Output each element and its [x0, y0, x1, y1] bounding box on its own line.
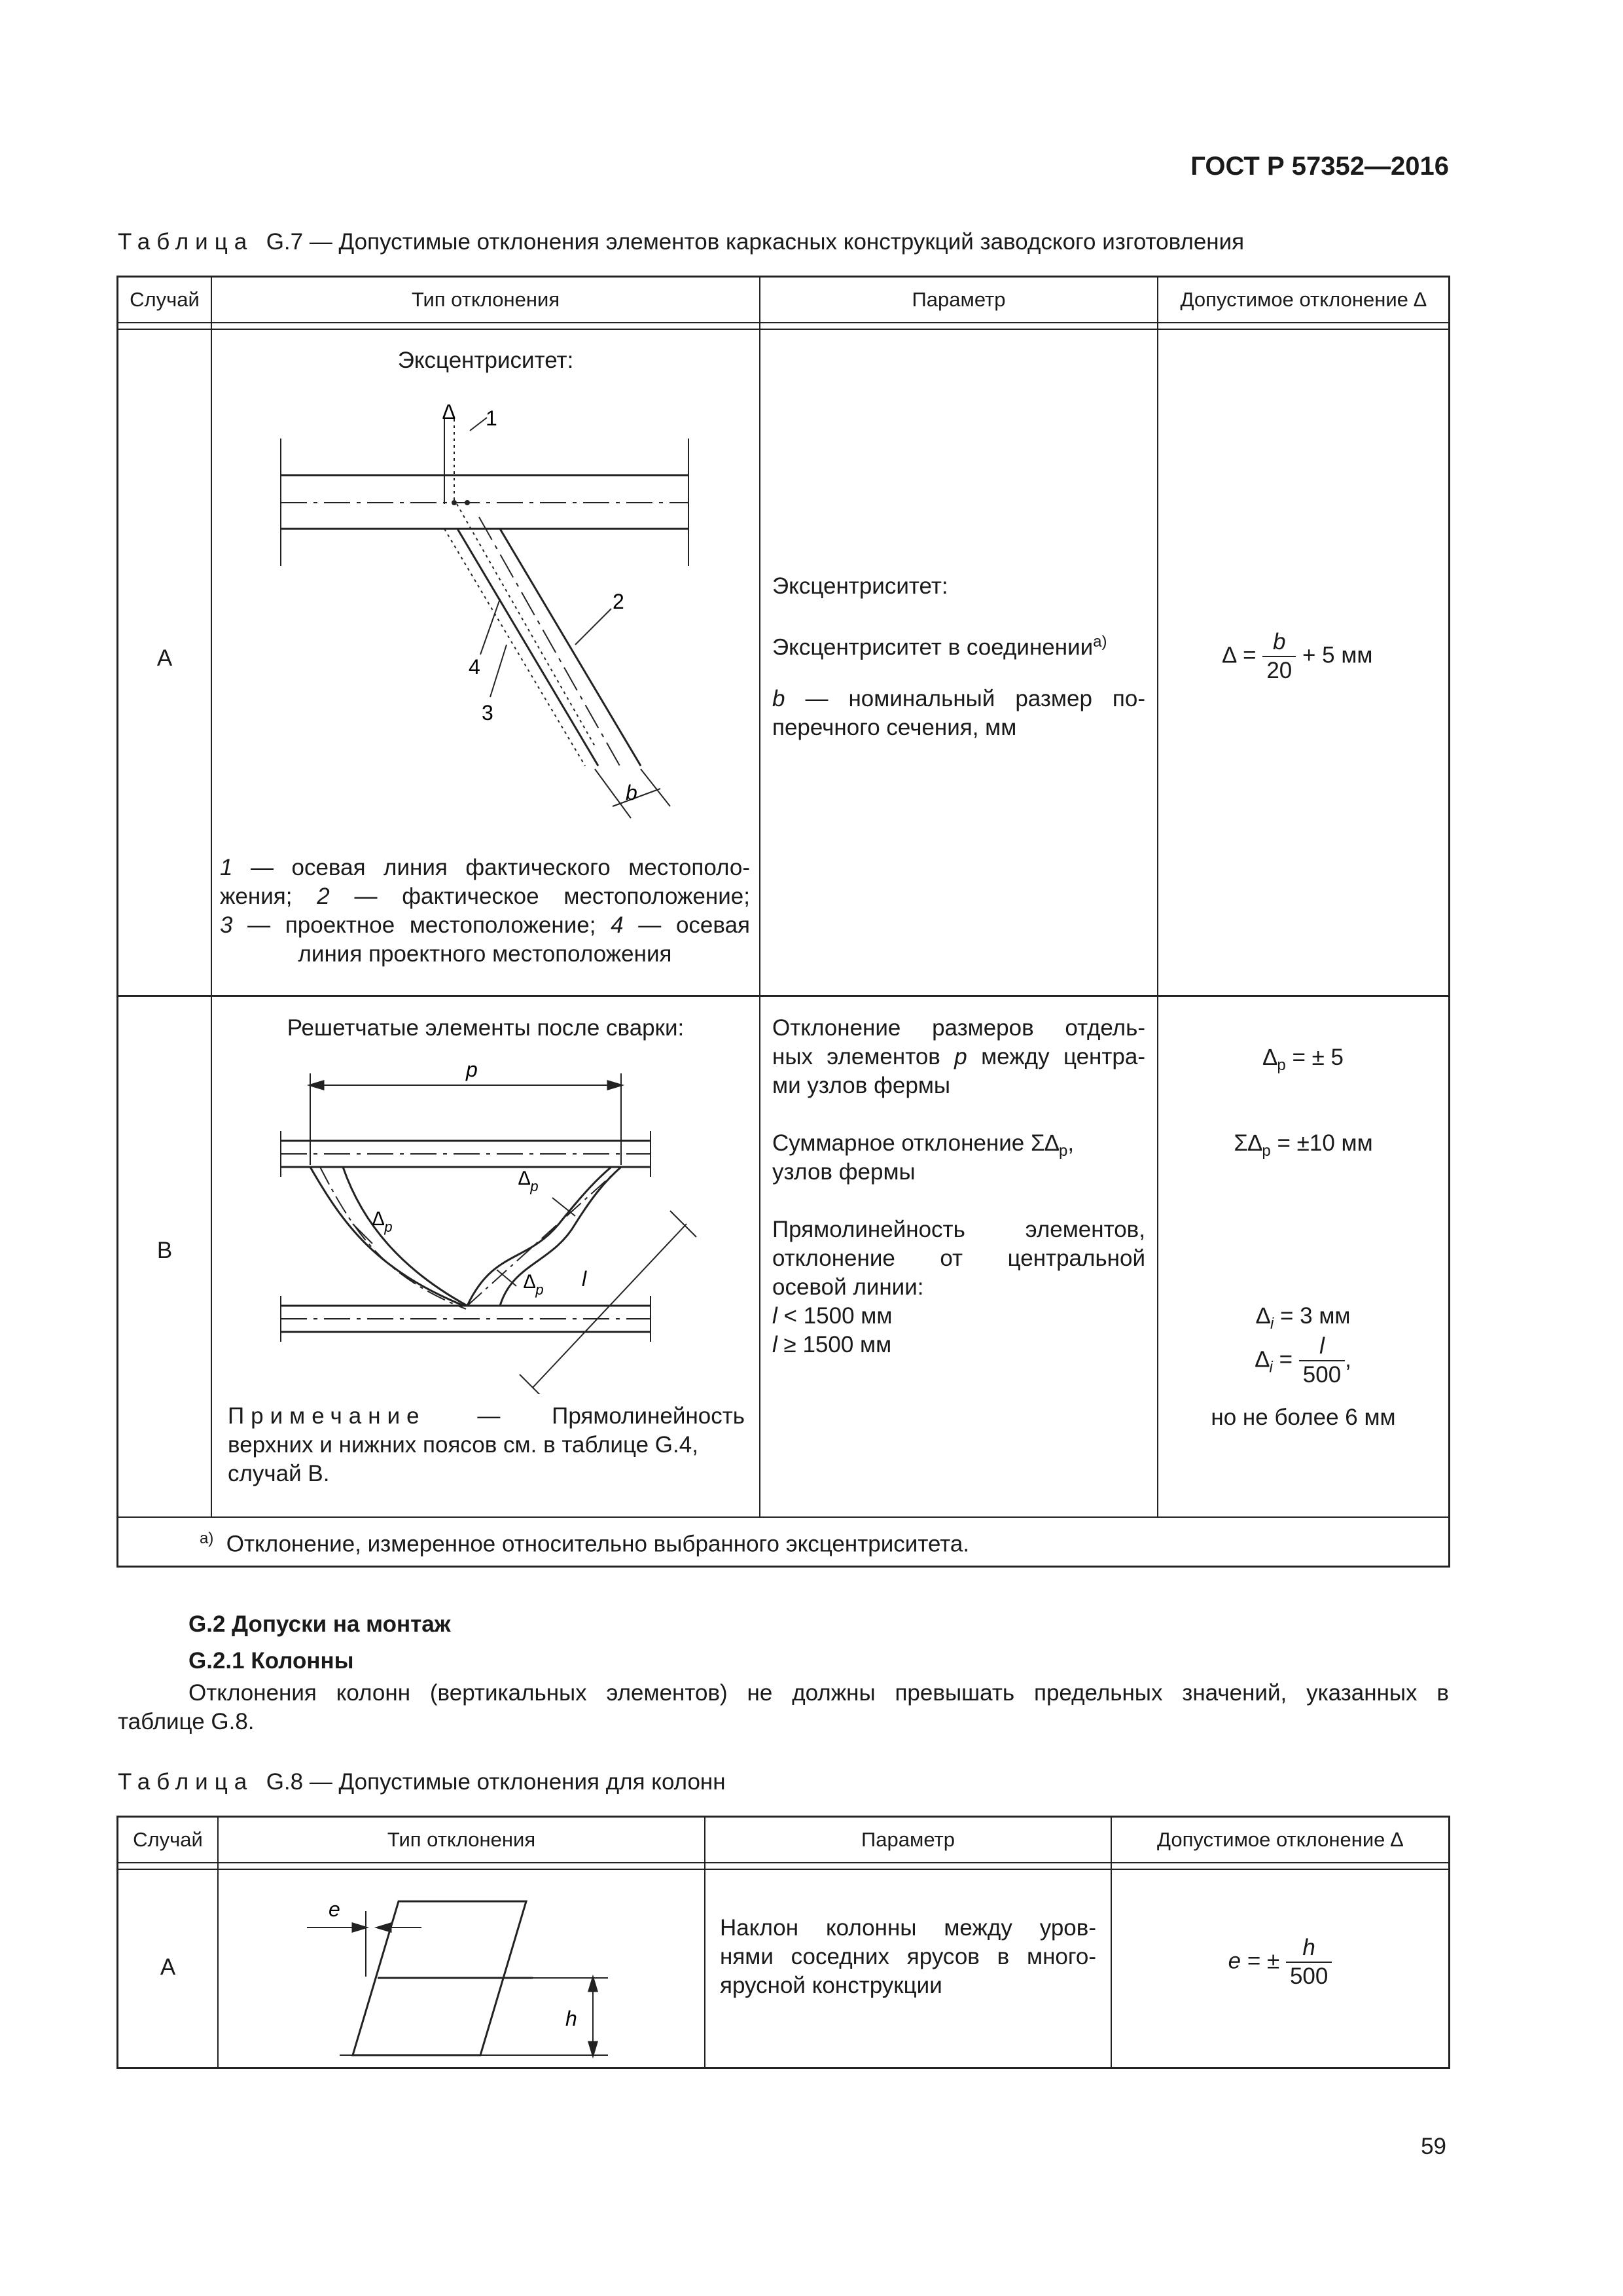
row-a-param-3: b — номинальный размер по-	[772, 686, 1145, 711]
row-a-param-1: Эксцентриситет:	[772, 573, 948, 599]
column-tilt-figure	[219, 1878, 704, 2062]
row-b-tol-1: $\Delta_p$ = ± 5	[1262, 1045, 1344, 1074]
row-a-param-2: Эксцентриситет в соединении$^{a)}$	[772, 633, 1107, 660]
g8-header-type: Тип отклонения	[387, 1828, 536, 1851]
row-b-param-1a: Отклонение размеров отдель-	[772, 1015, 1145, 1041]
g8-header-case: Случай	[133, 1828, 203, 1851]
caption-word: Таблица	[118, 229, 254, 255]
row-b-param-2b: узлов фермы	[772, 1159, 916, 1185]
row-b-param-1b: ных элементов p между центра-	[772, 1044, 1146, 1069]
e-label: e	[329, 1897, 340, 1921]
header-parameter: Параметр	[912, 288, 1006, 311]
table-g7-caption	[118, 229, 1244, 255]
p-label: p	[466, 1058, 478, 1081]
l-label: l	[582, 1267, 587, 1291]
delta-label: ∆	[442, 400, 455, 423]
g8-param-line-1: Наклон колонны между уров-	[720, 1915, 1096, 1941]
row-b-param-3d: l < 1500 мм	[772, 1303, 893, 1329]
row-a-param-3b: перечного сечения, мм	[772, 715, 1017, 740]
row-a-tolerance: ∆ = $\frac{b}{20}$ + 5 мм	[1222, 629, 1373, 683]
row-b-case: В	[156, 1238, 173, 1263]
g8-param-line-2: нями соседних ярусов в много-	[720, 1944, 1096, 1969]
h-label: h	[565, 2007, 577, 2030]
row-b-param-3c: осевой линии:	[772, 1274, 924, 1300]
row-b-tol-2: $\Sigma\Delta_p = \pm 10$ мм	[1234, 1130, 1373, 1160]
section-g21-heading: G.2.1 Колонны	[188, 1648, 354, 1674]
standard-header: ГОСТ Р 57352—2016	[1190, 152, 1449, 181]
dp-label-1: $\Delta_p$	[372, 1208, 393, 1235]
g8-param-line-3: ярусной конструкции	[720, 1973, 942, 1998]
caption-text: G.7 — Допустимые отклонения элементов каркасных конструкций заводского изготовления	[266, 229, 1245, 255]
section-text-line-1: Отклонения колонн (вертикальных элементов) не должны превышать предельных значений, указанных в	[188, 1680, 1449, 1706]
note-line-2: верхних и нижних поясов см. в таблице G.4,	[228, 1432, 698, 1458]
row-b-tol-5: но не более 6 мм	[1211, 1405, 1396, 1430]
truss-figure	[212, 1054, 759, 1394]
row-a-type-title: Эксцентриситет:	[397, 348, 574, 373]
row-b-param-3a: Прямолинейность элементов,	[772, 1217, 1145, 1242]
g8-row-a-case: А	[160, 1954, 176, 1980]
label-4: 4	[469, 655, 480, 679]
note-line-3: случай В.	[228, 1461, 330, 1486]
legend-line-3: 3 — проектное местоположение; 4 — осевая	[220, 912, 751, 938]
eccentricity-figure	[212, 393, 759, 825]
row-a-case: А	[156, 645, 173, 671]
table-footnote: $^{a)}$ Отклонение, измеренное относительно выбранного эксцентриситета.	[200, 1530, 970, 1557]
table-g8-caption: Таблица G.8 — Допустимые отклонения для колонн	[118, 1769, 726, 1795]
row-b-param-3b: отклонение от центральной	[772, 1246, 1145, 1271]
legend-line-1: 1 — осевая линия фактического местополо-	[220, 855, 750, 880]
row-b-tol-4: $\Delta_i$ = $\frac{l}{500}$ ,	[1255, 1333, 1351, 1388]
row-b-tol-3: $\Delta_i = 3$ мм	[1256, 1303, 1351, 1333]
label-1: 1	[486, 406, 497, 430]
dp-label-3: $\Delta_p$	[524, 1271, 544, 1298]
label-b: b	[626, 781, 637, 804]
section-text-line-2: таблице G.8.	[118, 1709, 255, 1734]
page-number: 59	[1421, 2134, 1446, 2159]
label-3: 3	[482, 701, 493, 725]
g8-tolerance: e = ± $\frac{h}{500}$	[1112, 1934, 1448, 1990]
legend-line-2: жения; 2 — фактическое местоположение;	[220, 884, 750, 909]
header-tolerance: Допустимое отклонение ∆	[1180, 288, 1427, 311]
header-case: Случай	[130, 288, 200, 311]
dp-label-2: $\Delta_p$	[518, 1168, 539, 1194]
g8-header-tolerance: Допустимое отклонение ∆	[1157, 1828, 1403, 1851]
note-line-1: Примечание — Прямолинейность	[228, 1403, 745, 1429]
label-2: 2	[613, 590, 624, 613]
header-type: Тип отклонения	[411, 288, 560, 311]
row-b-param-3e: l ≥ 1500 мм	[772, 1332, 892, 1357]
row-b-type-title: Решетчатые элементы после сварки:	[287, 1015, 685, 1041]
row-b-param-2a: Суммарное отклонение $\Sigma\Delta_p$,	[772, 1130, 1075, 1160]
g8-header-parameter: Параметр	[861, 1828, 955, 1851]
legend-line-4: линия проектного местоположения	[298, 941, 672, 967]
section-g2-heading: G.2 Допуски на монтаж	[188, 1611, 451, 1637]
row-b-param-1c: ми узлов фермы	[772, 1073, 951, 1098]
